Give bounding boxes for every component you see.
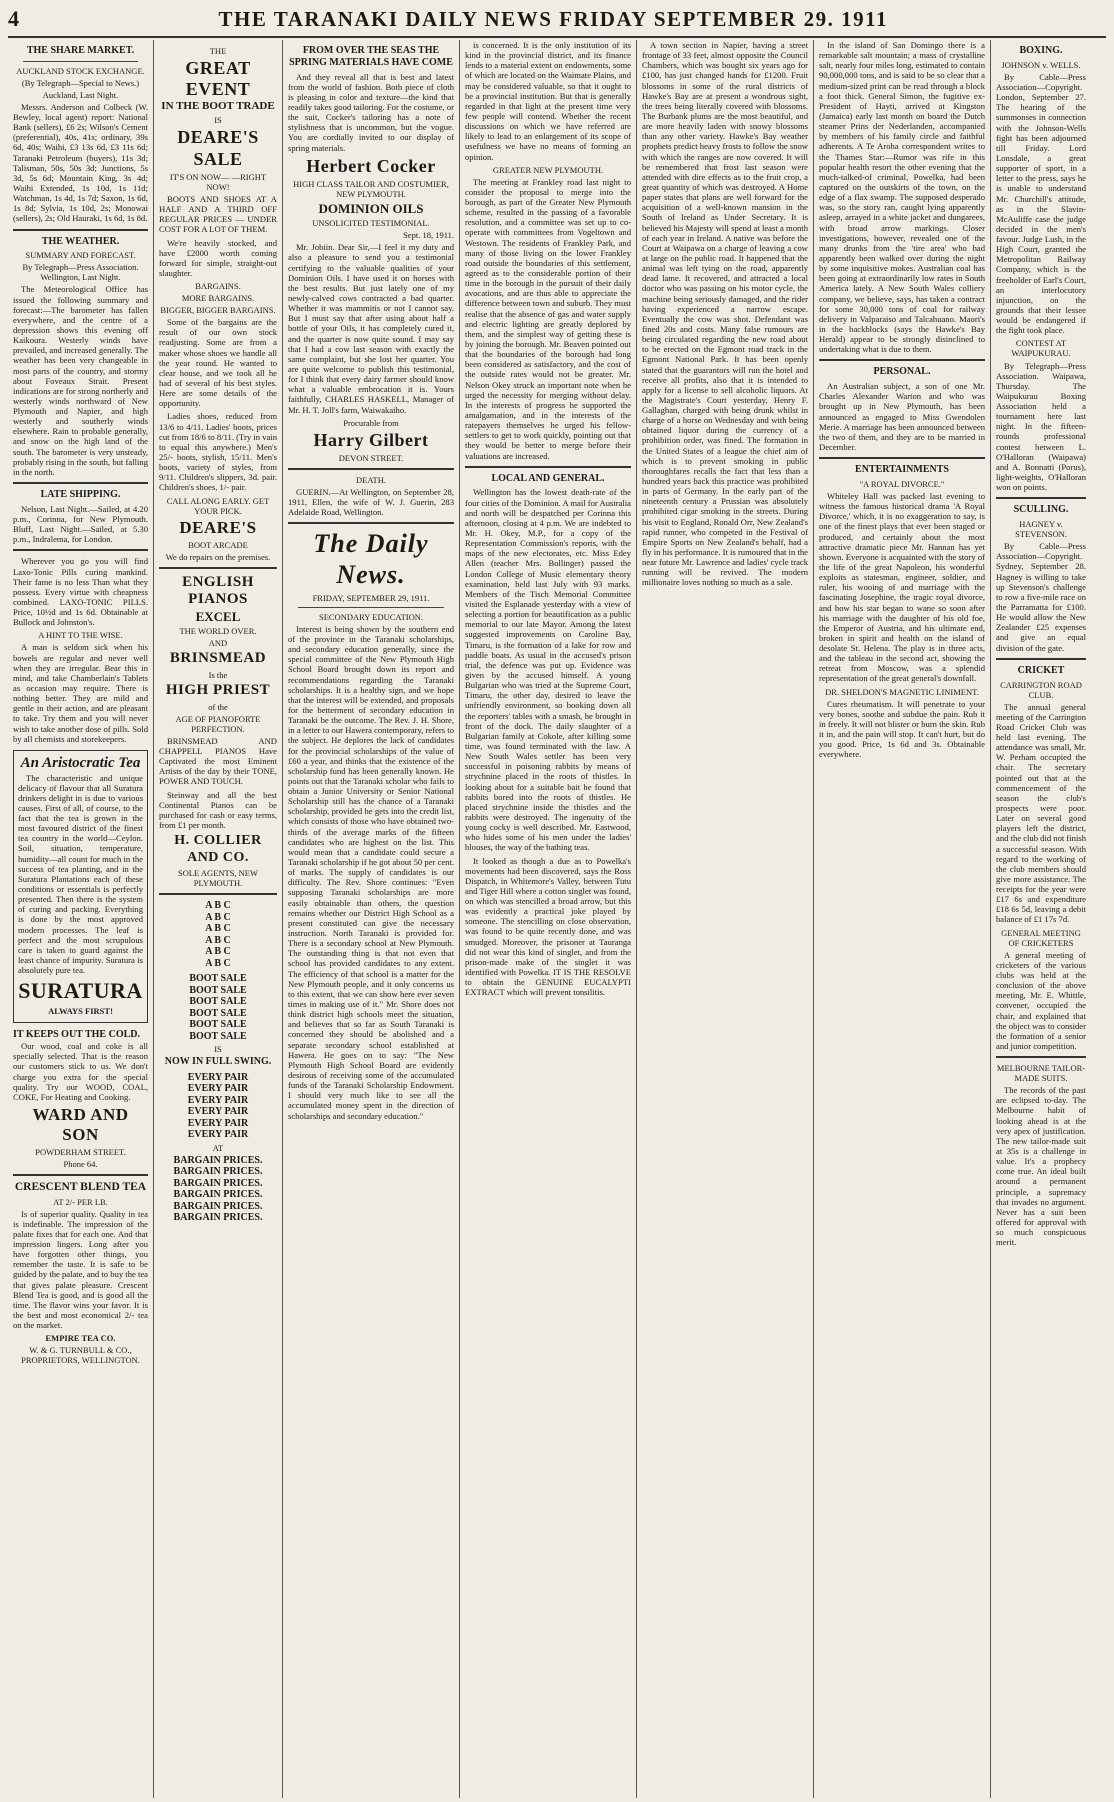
tea-heading: An Aristocratic Tea — [20, 754, 141, 771]
coal-ad-body: Our wood, coal and coke is all specially selected. That is the reason our customers stick to us. We don't charge you extra for the special quality. Try our WOOD, COAL, COKE, For Heating and Cooking. — [13, 1041, 148, 1102]
general-meeting-body: A general meeting of cricketers of the various clubs was held at the conclusion of the above meeting, Mr. E. Whittle, convener, occupied the chair, and explained that the object was to consider the formation of a senior and junior competition. — [996, 949, 1086, 1051]
empire-heading: EMPIRE TEA CO. — [45, 1333, 116, 1344]
ward-phone: Phone 64. — [63, 1159, 98, 1170]
in-boot-trade: IN THE BOOT TRADE — [161, 100, 275, 113]
weather-subheading: SUMMARY AND FORECAST. — [25, 250, 136, 261]
dominion-oils: DOMINION OILS — [318, 200, 424, 216]
page-number: 4 — [8, 6, 21, 31]
column-3 — [283, 40, 460, 1798]
divider — [23, 61, 138, 62]
keeps-out-cold: IT KEEPS OUT THE COLD. — [13, 1029, 140, 1041]
divider — [13, 1174, 148, 1176]
personal-body: An Australian subject, a son of one Mr. Charles Alexander Warton and who was brought up in New Plymouth, has been announced as engaged to Miss Gwendolen Merie. A marriage has been announced between the two of them, and they are to be married in December. — [819, 381, 985, 452]
exchange-body: Messrs. Anderson and Colbeck (W. Bewley, local agent) report: National Bank (sellers), £6 2s; Wilson's Cement (preferential), 40s, 41s; ordinary, 39s 6d, 40s; Waihi, £3 13s 6d, £3 11s 6d; Taranaki Petroleum (buyers), 11s 3d; Talisman, 50s, 50s 3d; Junctions, 5s 3d, 5s 6d; Mountain King, 3s 4d; Waihi Extended, 1s 10d, 1s 11d; Watchman, 1s 4d, 1s 7d; Saxon, 1s 6d, 1s 8d; Sylvia, 1s 10d, 2s; Monowai (sellers), 2s; Old Hauraki, 1s 6d, 1s 8d. — [13, 101, 148, 224]
sculling-body: By Cable—Press Association—Copyright. Sydney, September 28. Hagney is willing to take up Stevenson's challenge to row a five-mile race on the Parramatta for £100. He would allow the New Zealander £25 expenses and give an equal division of the gate. — [996, 541, 1086, 653]
perfection: AGE OF PIANOFORTE PERFECTION. — [175, 713, 261, 734]
tailor-heading: MELBOURNE TAILOR-MADE SUITS. — [996, 1063, 1086, 1084]
great-event: GREAT EVENT — [185, 58, 251, 100]
harry-gilbert: Harry Gilbert — [313, 429, 429, 450]
cocker-sub: HIGH CLASS TAILOR AND COSTUMIER, NEW PLYMOUTH. — [293, 178, 449, 199]
weather-body: The Meteorological Office has issued the following summary and forecast:—The barometer has fallen everywhere, and the centre of a depression shows this evening off Kaikoura. Westerly winds have prevailed, and increased generally. The weather has been very changeable in most parts of the country, and stormy about Foveaux Strait. Present indications are for strong northerly and westerly winds northward of New Plymouth and Napier, and high westerly and southerly winds elsewhere. Rain to probable generally, and snow on the high land of the south. The barometer is very unsteady, probably rising in the south, but falling in the north. — [13, 284, 148, 477]
divider — [159, 567, 277, 569]
contest-heading: CONTEST AT WAIPUKURAU. — [1011, 338, 1071, 359]
secondary-heading: SECONDARY EDUCATION. — [318, 611, 424, 622]
every-pair-line: EVERY PAIR — [187, 1106, 249, 1118]
exchange-heading: AUCKLAND STOCK EXCHANGE. — [16, 65, 145, 76]
daily-news-date: FRIDAY, SEPTEMBER 29, 1911. — [312, 592, 430, 603]
boxing-sub: JOHNSON v. WELLS. — [1001, 59, 1081, 70]
abc-line: A B C — [205, 957, 231, 969]
brinsmead-body: BRINSMEAD AND CHAPPELL PIANOS Have Captivated the most Eminent Artists of the day by their TONE, POWER AND TOUCH. — [159, 735, 277, 787]
secondary-body: Interest is being shown by the southern end of the province in the Taranaki scholarships, and secondary education generally, since the special committee of the New Plymouth High School Board brought down its report and recommendations regarding the Taranaki scholarships. It is a healthy sign, and we hope that the interest will be extended, and proposals for the betterment of secondary education in Taranaki be the outcome. The Rev. J. H. Shore, in a letter to our Hawera contemporary, refers to the subject. He deplores the lack of candidates for the provincial scholarships of the value of £60 a year, and thinks that the existence of the scholarship fund has been generally known. He points out that the Taranaki scholar who fails to obtain a Junior University or Senior National Scholarship still has the chance of a Taranaki scholarship, provided he gets into the credit list, which consists of those who have obtained two-thirds of the average marks of the fifteen candidates who are highest on the list. This would mean that a candidate could secure a Taranaki scholarship if he got about 50 per cent. of marks. The supply of candidates is our difficulty. The Rev. Shore continues: "Even supposing Taranaki scholarships are more easily obtainable than others, the question remains whether our District High School as a present constituted can give the necessary instruction. North Taranaki is provided for. There is a secondary school at New Plymouth. The outstanding thing is that not even that school has provided candidates to any extent. The efficiency of that school is a matter for the New Plymouth people, and it only concerns us to this extent, that we can show here ever seven times in making use of it." Mr. Shore does not think district high schools meet the situation, and believes that so far as South Taranaki is concerned they should be abolished and a separate secondary school established at Hawera. He goes on to say: "The New Plymouth High School Board are evidently desirous of receiving some of the accumulated funds of the Taranaki Scholarship Endowment. I should very much like to see all the accumulated money spent in the direction of scholarships and secondary education." — [288, 623, 454, 1121]
hint-body: A man is seldom sick when his bowels are regular and never well when they are irregular. Bear this in mind, and take Chamberlain's Tablets as occasion may require. There is nothing better. They are mild and gentle in their action, and are pleasant to take. Try them and you will never wish to take another dose of pills. Sold by all chemists and storekeepers. — [13, 642, 148, 744]
seas-body: And they reveal all that is best and latest from the world of fashion. Both piece of cloth is pleasing in color and texture—the kind that readily takes good tailoring. For the costume, or the suit, Cocker's tailoring has a note of stylishness that is uncommon, but the vogue. You are cordially invited to our display of spring materials. — [288, 71, 454, 153]
boot-sale-line: BOOT SALE — [189, 973, 247, 985]
bigger-bargains: BIGGER, BIGGER BARGAINS. — [160, 305, 276, 316]
sole-agents: SOLE AGENTS, NEW PLYMOUTH. — [177, 868, 259, 889]
divider — [298, 607, 444, 608]
abc-line: A B C — [205, 923, 231, 935]
boot-sale-line: BOOT SALE — [189, 984, 247, 996]
divider — [996, 658, 1086, 660]
every-pair-line: EVERY PAIR — [187, 1117, 249, 1129]
divider — [996, 497, 1086, 499]
every-pair-line: EVERY PAIR — [187, 1094, 249, 1106]
boots-body: BOOTS AND SHOES AT A HALF AND A THIRD OFF REGULAR PRICES — UNDER COST FOR A LOT OF THEM. — [159, 193, 277, 235]
newspaper-title: THE TARANAKI DAILY NEWS FRIDAY SEPTEMBER 29. 1911 — [218, 6, 888, 31]
excel: EXCEL — [195, 609, 241, 625]
bargain-prices-list — [159, 1155, 277, 1224]
divider — [819, 457, 985, 459]
and: AND — [208, 638, 228, 649]
sale-body: Some of the bargains are the result of our own stock readjusting. Some are from a maker whose shoes we handle all the year round. He wanted to clear house, and we took all he had of several of his best styles. Here are some details of the opportunity. — [159, 317, 277, 409]
exchange-dateline: Auckland, Last Night. — [42, 89, 119, 100]
every-pair-line: EVERY PAIR — [187, 1071, 249, 1083]
divider — [13, 549, 148, 551]
testimonial-body: Mr. Jobiin. Dear Sir,—I feel it my duty and also a pleasure to send you a testimonial certifying to the valuable qualities of your Dominion Oils. I have used it on horses with the best results. But just lately one of my newly-calved cows contracted a bad quarter. Whether it was mammitis or not I cannot say. But I must say that after using about half a bottle of your Oils, it has completely cured it, and the quarter is now quite sound. I may say that I had a cow last season with exactly the same complaint, but she lost her quarter. You are quite welcome to publish this testimonial, for I think that every dairy farmer should know what a valuable embrocation it is. Yours faithfully, CHARLES HASKELL, Manager of Mr. H. T. Joll's farm, Waiwakaiho. — [288, 242, 454, 415]
local-heading: LOCAL AND GENERAL. — [491, 472, 605, 484]
tailor-body: The records of the past are eclipsed to-day. The Melbourne habit of looking ahead is at the very apex of justification. The new tailor-made suit at 35s is a challenge in value. It's a prophecy come true. An ideal built around a permanent principle, a supremacy that invades no argument. Never has a suit been offered for approval with so much conspicuous merit. — [996, 1085, 1086, 1248]
english-pianos: ENGLISH PIANOS — [182, 573, 254, 608]
contest-body: By Telegraph—Press Association. Waipawa, Thursday. The Waipukurau Boxing Association held a tournament here last night. In the fifteen-rounds professional contest between L. O'Halloran (Waipawa) and A. Bonnatti (Porus), light-weights, O'Halloran won on points. — [996, 360, 1086, 493]
cricket-body: The annual general meeting of the Carrington Road Cricket Club was held last evening. The attendance was small, Mr. W. Perham occupied the chair. The secretary pointed out that at the commencement of the season the club's prospects were poor. Later on several good players left the district, and the club did not finish a successful season. With regard to the working of the club members should give more assistance. The receipts for the year were £17 6s and expenditure £18 6s 5d, leaving a debit balance of £1 17s 7d. — [996, 701, 1086, 925]
ward-and-son: WARD AND SON — [32, 1104, 129, 1144]
testimonial-date: Sept. 18, 1911. — [403, 230, 454, 241]
royal-divorce-heading: "A ROYAL DIVORCE." — [859, 478, 945, 489]
col6-body-a: In the island of San Domingo there is a remarkable salt mountain; a mass of crystalline salt, nearly four miles long, estimated to contain 90,000,000 tons, and is said to be so clear that a medium-sized print can be read through a block a foot thick. General Simon, the fugitive ex-President of Hayti, arrived at Kingston (Jamaica) early last month on board the Dutch steamer Prins der Nederlanden, accompanied by members of his family circle and faithful adherents. A Te Aroha correspondent writes to the Thames Star:—Rumor was rife in this popular health resort the other evening that the much-talked-of criminal, Powelka, had been captured on the outskirts of the town, on the edge of a flax swamp. The supposed desperado was, so the story ran, caught lying apparently asleep, arrayed in a white jacket and dungarees, with broad arrow markings. Closer investigations, however, revealed one of the many drunks from the 'tire area' who had apparently been walked over during the night by some inquisitive mokes. Australian coal has been going at extraordinarily low rates in South America lately. A New South Wales colliery company, we believe, says, has taken a contract for some 30,000 tons of coal for railway delivery in Valparaiso and Talcahuano. Maori's in the backblocks (says the Hawke's Bay Herald) appear to be strongly disinclined to undertaking what is due to them. — [819, 40, 985, 355]
death-body: GUERIN.—At Wellington, on September 28, 1911, Ellen, the wife of W. J. Guerin, 283 Adelaide Road, Wellington. — [288, 487, 454, 518]
column-7 — [991, 40, 1091, 1798]
abc-line: A B C — [205, 911, 231, 923]
divider — [13, 229, 148, 231]
hint-heading: A HINT TO THE WISE. — [38, 630, 123, 641]
shipping-body: Nelson, Last Night.—Sailed, at 4.20 p.m., Corinna, for New Plymouth. Bluff, Last Night.—Sailed, at 5.30 p.m., Indralema, for London. — [13, 503, 148, 545]
repairs: We do repairs on the premises. — [165, 551, 271, 562]
sale-items: Ladies shoes, reduced from 13/6 to 4/11. Ladies' boots, prices cut from 18/6 to 8/11. (Try in vain to equal this anywhere.) Men's 25/- boots, stylish, 15/11. Men's boots, variety of styles, from 9/11. Children's slippers, 3d. pair. Children's shoes, 1/- pair. — [159, 411, 277, 493]
bargains: BARGAINS. — [195, 281, 241, 292]
on-now: IT'S ON NOW— —RIGHT NOW! — [169, 171, 267, 192]
columns — [8, 40, 1106, 1798]
column-6 — [814, 40, 991, 1798]
divider — [288, 468, 454, 470]
bargain-prices-line: BARGAIN PRICES. — [173, 1177, 263, 1189]
sculling-heading: SCULLING. — [1013, 504, 1069, 516]
abc-list — [159, 900, 277, 969]
greater-heading: GREATER NEW PLYMOUTH. — [492, 164, 604, 175]
procurable: Procurable from — [343, 417, 399, 428]
bargain-prices-line: BARGAIN PRICES. — [173, 1166, 263, 1178]
weather-heading: THE WEATHER. — [41, 235, 120, 247]
every-pair-line: EVERY PAIR — [187, 1129, 249, 1141]
is-the: Is the — [208, 670, 228, 681]
high-priest: HIGH PRIEST — [165, 682, 271, 699]
suratura-tag: ALWAYS FIRST! — [48, 1006, 113, 1017]
herbert-cocker: Herbert Cocker — [306, 155, 436, 176]
divider — [819, 359, 985, 361]
divider — [996, 1056, 1086, 1058]
bargain-prices-line: BARGAIN PRICES. — [173, 1200, 263, 1212]
divider — [13, 482, 148, 484]
personal-heading: PERSONAL. — [873, 366, 931, 378]
call-early: CALL ALONG EARLY. GET YOUR PICK. — [166, 495, 270, 516]
masthead-rule — [8, 36, 1106, 38]
tea-body: The characteristic and unique delicacy of flavour that all Suratura drinkers delight in is due to various causes. First of all, of course, to the fact that the tea is grown in the most favoured district of the finest tea country in the world—Ceylon. Soil, situation, temperature, humidity—all count for much in the success of tea planting, and in the Suratura Plantations each of these conditions or essentials is perfectly presented. Then there is the system of curing and packing. Everything is done by the most approved modern processes. The leaf is perfect and the most scrupulous care is taken to guard against the least chance of impurity. Suratura is absolutely pure tea. — [18, 772, 143, 976]
empire-sub: W. & G. TURNBULL & CO., PROPRIETORS, WELLINGTON. — [21, 1345, 140, 1366]
is-label: IS — [214, 115, 222, 126]
every-pair-line: EVERY PAIR — [187, 1083, 249, 1095]
abc-line: A B C — [205, 934, 231, 946]
abc-line: A B C — [205, 900, 231, 912]
sculling-sub: HAGNEY v. STEVENSON. — [1015, 519, 1067, 540]
entertainments-heading: ENTERTAINMENTS — [855, 464, 949, 476]
masthead — [8, 2, 1106, 36]
cricket-heading: CRICKET — [1017, 664, 1065, 676]
sheldon-body: Cures rheumatism. It will penetrate to your very bones, soothe and subdue the pain. Rub it in freely. It will not blister or burn the skin. Rub it in, and the pain will stop. It can't hurt, but do you good. Price, 1s 6d and 3s. Obtainable everywhere. — [819, 698, 985, 760]
local-body: Wellington has the lowest death-rate of the four cities of the Dominion. A mail for Australia and north will be despatched per Corinna this afternoon, closing at 4 p.m. We are indebted to Mr. H. Okey, M.P., for a copy of the Representation Commission's reports, with the maps of the new electorates, etc. Miss Edey Allen (teacher Mrs. Bollinger) passed the London College of Music elementary theory examination, held last July with 93 marks. Members of the Tisch Memorial Committee visited the Esplanade yesterday with a view of selecting a portion for beautification as a public memorial to our late Mayor. Among the latest suggested improvements on Caroline Bay, Timaru, is the formation of a lake for row and paddle boats. As usual in the accused's prison trial, the defence was put up. Evidence was given by the accused himself. A young Bulgarian who was tried at the Supreme Court, Timaru, the other day, desired to leave the unfriendly environment, so booking down all the reporters' tables with a smash, he brought in front of the dock. The daily slaughter of a Bulgarian family at Cokole, after killing some time, was found terminated with the law. A New South Wales settler has been very successful in poisoning rabbits by means of strychnine placed in the roots of thistles. In looking about for a suitable bait he found that rabbits bored into the roots of thistles. He placed strychnine inside the thistles and the rabbits were destroyed. The ingenuity of the young cocky is well described. Mr. Eastwood, who hides some of his men under the ladies' blouses, the way of the bathing teas. — [465, 487, 631, 853]
cricket-sub: CARRINGTON ROAD CLUB. — [1000, 679, 1082, 700]
exchange-byline: (By Telegraph—Special to News.) — [21, 77, 140, 88]
divider — [159, 893, 277, 895]
daily-news-title: The Daily News. — [313, 529, 429, 590]
weather-byline: By Telegraph—Press Association. Wellington, Last Night. — [22, 262, 139, 283]
boot-sale-line: BOOT SALE — [189, 1019, 247, 1031]
boot-sale-line: BOOT SALE — [189, 996, 247, 1008]
boot-sale-list — [159, 973, 277, 1042]
col4-body-a: is concerned. It is the only institution of its kind in the provincial district, and its finance lends to a material extent on endowments, some of which are located on the Waimate Plains, and may be considered valuable, so that it ought to be a provincial institution. But that is generally regarded in that light at the present time very few people will contend. Whether the recent discussions on which we have referred are likely to lead to an enlargement of its scope of usefulness we have no means of forming an opinion. — [465, 40, 631, 162]
col4-body-b: It looked as though a due as to Powelka's movements had been discovered, says the Ross Dispatch, in Whitemore's Valley, between Tutu and Tiger Hill where a cotton singlet was found, on which was stencilled a broad arrow, but this was evidently a practical joke played by someone. The stencilling on close observation, was found to be quite recently done, and was smudged. Moreover, the prisoner at Tauranga did not wear this kind of singlet, and from the prison-made make of the singlet it was identified with Powelka. IT IS THE RESOLVE to obtain the GENUINE EUCALYPTI EXTRACT which will prevent tonsilitis. — [465, 855, 631, 998]
column-2 — [154, 40, 283, 1798]
every-pair-list — [159, 1072, 277, 1141]
column-5 — [637, 40, 814, 1798]
is2: IS — [214, 1044, 222, 1055]
crescent-heading: CRESCENT BLEND TEA — [14, 1181, 147, 1194]
general-meeting-heading: GENERAL MEETING OF CRICKETERS — [1001, 927, 1081, 948]
now-in-full-swing: NOW IN FULL SWING. — [164, 1056, 272, 1068]
boot-arcade: BOOT ARCADE — [188, 539, 248, 550]
suratura-ad — [13, 750, 148, 1023]
divider — [288, 522, 454, 524]
brinsmead: BRINSMEAD — [169, 650, 267, 667]
steinway-body: Steinway and all the best Continental Pianos can be purchased for cash or easy terms, from £1 per month. — [159, 789, 277, 830]
world-over: THE WORLD OVER. — [179, 626, 257, 637]
crescent-price: AT 2/- PER LB. — [53, 1196, 108, 1207]
column-1 — [8, 40, 154, 1798]
more-bargains: MORE BARGAINS. — [181, 293, 255, 304]
royal-divorce-body: Whiteley Hall was packed last evening to witness the famous historical drama 'A Royal Divorce,' which, it is no exaggeration to say, is one of the finest plays that ever been staged or produced, and certainly about the most attractive dramatic piece Mr. Hannan has yet shown. Everyone is acquainted with the story of the life of the great Napoleon, his wonderful exploits as statesman, engineer, soldier, and ruler, his wooing of and marriage with the fascinating Josephine, the tragic royal divorce, and how his star began to wane so soon after his marriage with the daughter of his old foe, the Emperor of Austria, and his ultimate end, broken in spirit and health on the island of desolate St. Helena. The play is in three acts, and the tableau in the second act, showing the retreat from Moscow, was a splendid representation of the great general's downfall. — [819, 490, 985, 684]
seas-heading: FROM OVER THE SEAS THE SPRING MATERIALS HAVE COME — [289, 45, 453, 68]
at-label: AT — [212, 1142, 224, 1153]
greater-body: The meeting at Frankley road last night to consider the proposal to merge into the borough, as part of the Greater New Plymouth scheme, resulted in the passing of a favorable resolution, and a committee was set up to co-operate with committees from Vogeltown and Westown. The residents of Frankley Park, and many of those living on the lower Frankley road outside the boundaries of this settlement, agreed as to the considerable portion of their time in the borough in the pursuit of their daily avocations, and are thus able to appreciate the difference between town and suburb. They must realise that the absence of gas and water supply and electric lighting are greatly deplored by them, and the simplest way of getting these is by joining the borough. Mr. Beaven pointed out that the boundaries of the borough had long been considered as satisfactory, and the cost of the outside rates would not be greater. Mr. Nelson Okey struck an important note when he urged the necessity for merging without delay. In the interests of progress he supported the amalgamation, and in the interests of the ratepayers themselves he urged his fellow-settlers to get to work quickly, pointing out that they would be better to merge before their valuations are increased. — [465, 176, 631, 461]
stock-body: We're heavily stocked, and have £2000 worth coming forward for simple, straight-out slaughter. — [159, 237, 277, 278]
boot-sale-line: BOOT SALE — [189, 1030, 247, 1042]
crescent-body: Is of superior quality. Quality in tea is indefinable. The impression of the palate fixes that for each one. And that impression lingers. Long after you have forgotten other things, you remember the taste. It is safe to be guided by the palate, and to buy the tea that gives palate pleasure. Crescent Blend Tea is good, and is good all the time. The flavor wins your favor. It is the best and most economical 2/- tea on the market. — [13, 1208, 148, 1331]
bargain-prices-line: BARGAIN PRICES. — [173, 1189, 263, 1201]
sheldon-heading: DR. SHELDON'S MAGNETIC LINIMENT. — [825, 686, 979, 697]
testimonial-heading: UNSOLICITED TESTIMONIAL. — [312, 218, 430, 229]
abc-line: A B C — [205, 946, 231, 958]
bargain-prices-line: BARGAIN PRICES. — [173, 1212, 263, 1224]
collier-and-co: H. COLLIER AND CO. — [174, 833, 262, 865]
boxing-body: By Cable—Press Association—Copyright. London, September 27. The hearing of the summonses in connection with the Johnson-Wells fight has been adjourned till Friday. Lord Lonsdale, a great supporter of sport, in a letter to the press, says he is unable to understand Mr. Churchill's attitude, as in the Slavin-McAuliffe case the judge decided in the men's favour. Judge Lush, in the High Court, granted the Metropolitan Railway Company, which is the freeholder of Earl's Court, an interlocutory injunction, on the grounds that their lessee would be endangered if the fight took place. — [996, 71, 1086, 336]
shipping-heading: LATE SHIPPING. — [40, 489, 121, 501]
bargain-prices-line: BARGAIN PRICES. — [173, 1154, 263, 1166]
boot-sale-line: BOOT SALE — [189, 1007, 247, 1019]
laxo-tonic-ad: Wherever you go you will find Laxo-Tonic Pills curing mankind. Their fame is no less Than what they possess. Every virtue with cheapness combined. LAXO-TONIC PILLS. Price, 10½d and 1s 6d. Obtainable at Bullock and Johnston's. — [13, 556, 148, 628]
ward-address: POWDERHAM STREET. — [35, 1147, 126, 1158]
share-market-heading: THE SHARE MARKET. — [26, 45, 135, 56]
the-label: THE — [209, 46, 227, 56]
deares-sale: DEARE'S SALE — [177, 127, 259, 169]
column-4 — [460, 40, 637, 1798]
divider — [465, 466, 631, 468]
of-the: of the — [208, 701, 228, 712]
gilbert-sub: DEVON STREET. — [338, 452, 404, 463]
col5-body-a: A town section in Napier, having a street frontage of 33 feet, almost opposite the Council Chambers, which was bought six years ago for £100, has just changed hands for £1200. Fruit blossoms in some of the rural districts of Hawke's Bay are at present a wondrous sight, the trees being literally covered with blossoms. The Burbank plums are the most beautiful, and are more heavily laden with snowy blossoms than any other variety. Hawke's Bay weather prophets predict heavy frosts to follow the snow with which the ranges are now covered. It will be remembered that frost last season were attended with dire effects as to the fruit crop, a great quantity of which was destroyed. A Home paper states that plans are well forward for the acquisition of a well-known mansion in the South of Ireland as Under Secretary. It is believed his Majesty will spend at least a month of each year in Ireland. A native was before the Court at Waipawa on a charge of leaving a cow at large on the public road. It happened that the animal was left tying on the road, apparently dead lame. It recovered, and attracted a local doctor who was passing on his motor cycle, the machine being seriously damaged, and the rider having experienced a narrow escape. Eventually the cow was shot. Defendant was fined 20s and costs. Many false rumours are being circulated regarding the new road about to be erected on the Egmont road track in the Egmont National Park. It has been openly stated that the guarantors will run the hotel and receive all profits, also that it is intended to apply for a license to sell alcoholic liquors. At the Magistrate's Court yesterday, Henry F. Gallaghan, charged with being drunk whilst in charge of a horse on Wednesday and with being obtained liquor during the currency of a prohibition order, was fined. The formation in the United States of a league the chief aim of which is to prevent smoking in public thoroughfares recalls the fact that less than a hundred years back this practice was prohibited in parts of Germany. In the early part of the nineteenth century a Prussian was absolutely prohibited cigar smoking in the streets. During his visit to England, Ronald Orr, New Zealand's rapid runner, who competed in the Festival of Empire Sports on New Zealand's behalf, had a fly in his performance. It is rumoured that in the near future Mr. Lawrence and ladies' cycle track running will be revived. The modern millionaire loves nothing so much as a sale. — [642, 40, 808, 588]
boxing-heading: BOXING. — [1019, 45, 1063, 56]
deares-title: DEARE'S — [179, 517, 257, 537]
suratura-brand: SURATURA — [18, 978, 143, 1004]
death-heading: DEATH. — [356, 475, 386, 485]
